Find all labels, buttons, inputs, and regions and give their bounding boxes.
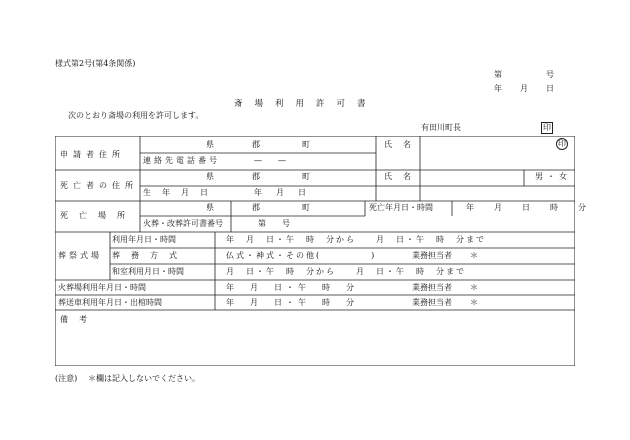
phone-value: — — [254,156,286,165]
label-applicant-address: 申請者住所 [60,150,125,159]
doc-no-suffix: 号 [546,70,554,79]
doc-no-prefix: 第 [494,70,502,79]
label-death-datetime: 死亡年月日・時間 [369,203,433,212]
death-place-town: 町 [302,203,310,212]
death-datetime-value: 年 月 日 時 分 [466,203,592,212]
label-funeral-use: 利用年月日・時間 [112,235,176,244]
cremation-permit-value: 第 号 [258,219,290,228]
label-cremation-permit: 火葬・改葬許可書番号 [143,219,223,228]
document-title: 斎場利用許可書 [234,99,378,109]
applicant-county: 郡 [252,140,260,149]
note-text: ＊欄は記入しないでください。 [88,374,200,383]
label-departure: 葬送車利用年月日・出棺時間 [58,298,162,307]
departure-value: 年 月 日・午 時 分 [226,298,358,307]
label-cremation-staff: 業務担当者 [412,283,452,292]
label-applicant-name: 氏名 [384,140,422,149]
funeral-method-value: 仏式・神式・その他( ) [226,251,377,260]
deceased-pref: 県 [206,172,214,181]
deceased-county: 郡 [252,172,260,181]
sex-options: 男・女 [535,172,571,181]
label-cremation: 火葬場利用年月日・時間 [58,283,146,292]
label-deceased-address: 死亡者の住所 [60,181,138,190]
deceased-town: 町 [302,172,310,181]
japanese-room-value: 月 日・午 時 分から 月 日・午 時 分まで [226,267,466,276]
note-label: (注意) [55,374,78,383]
label-departure-staff: 業務担当者 [412,298,452,307]
label-death-place: 死亡場所 [60,211,136,220]
issue-month: 月 [520,84,528,93]
label-funeral-staff: 業務担当者 [412,251,452,260]
label-funeral-hall: 葬祭式場 [58,251,102,260]
funeral-use-value: 年 月 日・午 時 分から 月 日・午 時 分まで [226,235,486,244]
applicant-pref: 県 [206,140,214,149]
applicant-seal: 印 [558,139,566,148]
label-japanese-room: 和室利用月日・時間 [112,267,184,276]
issuer-seal: 印 [543,123,551,132]
label-deceased-name: 氏名 [384,172,422,181]
label-birthdate: 生年月日 [143,188,219,197]
intro-text: 次のとおり斎場の利用を許可します。 [68,111,204,120]
departure-staff-value: ＊ [470,298,478,307]
applicant-town: 町 [302,140,310,149]
label-funeral-method: 葬務方式 [112,251,188,260]
label-phone: 連絡先電話番号 [143,156,220,165]
issue-year: 年 [494,84,502,93]
death-place-pref: 県 [206,203,214,212]
cremation-value: 年 月 日・午 時 分 [226,283,358,292]
birthdate-value: 年 月 日 [254,188,309,197]
funeral-staff-value: ＊ [470,251,478,260]
issuer-name: 有田川町長 [421,123,461,132]
label-remarks: 備考 [60,315,98,324]
form-number: 様式第2号(第4条関係) [55,59,136,68]
death-place-county: 郡 [252,203,260,212]
cremation-staff-value: ＊ [470,283,478,292]
issue-day: 日 [546,84,554,93]
